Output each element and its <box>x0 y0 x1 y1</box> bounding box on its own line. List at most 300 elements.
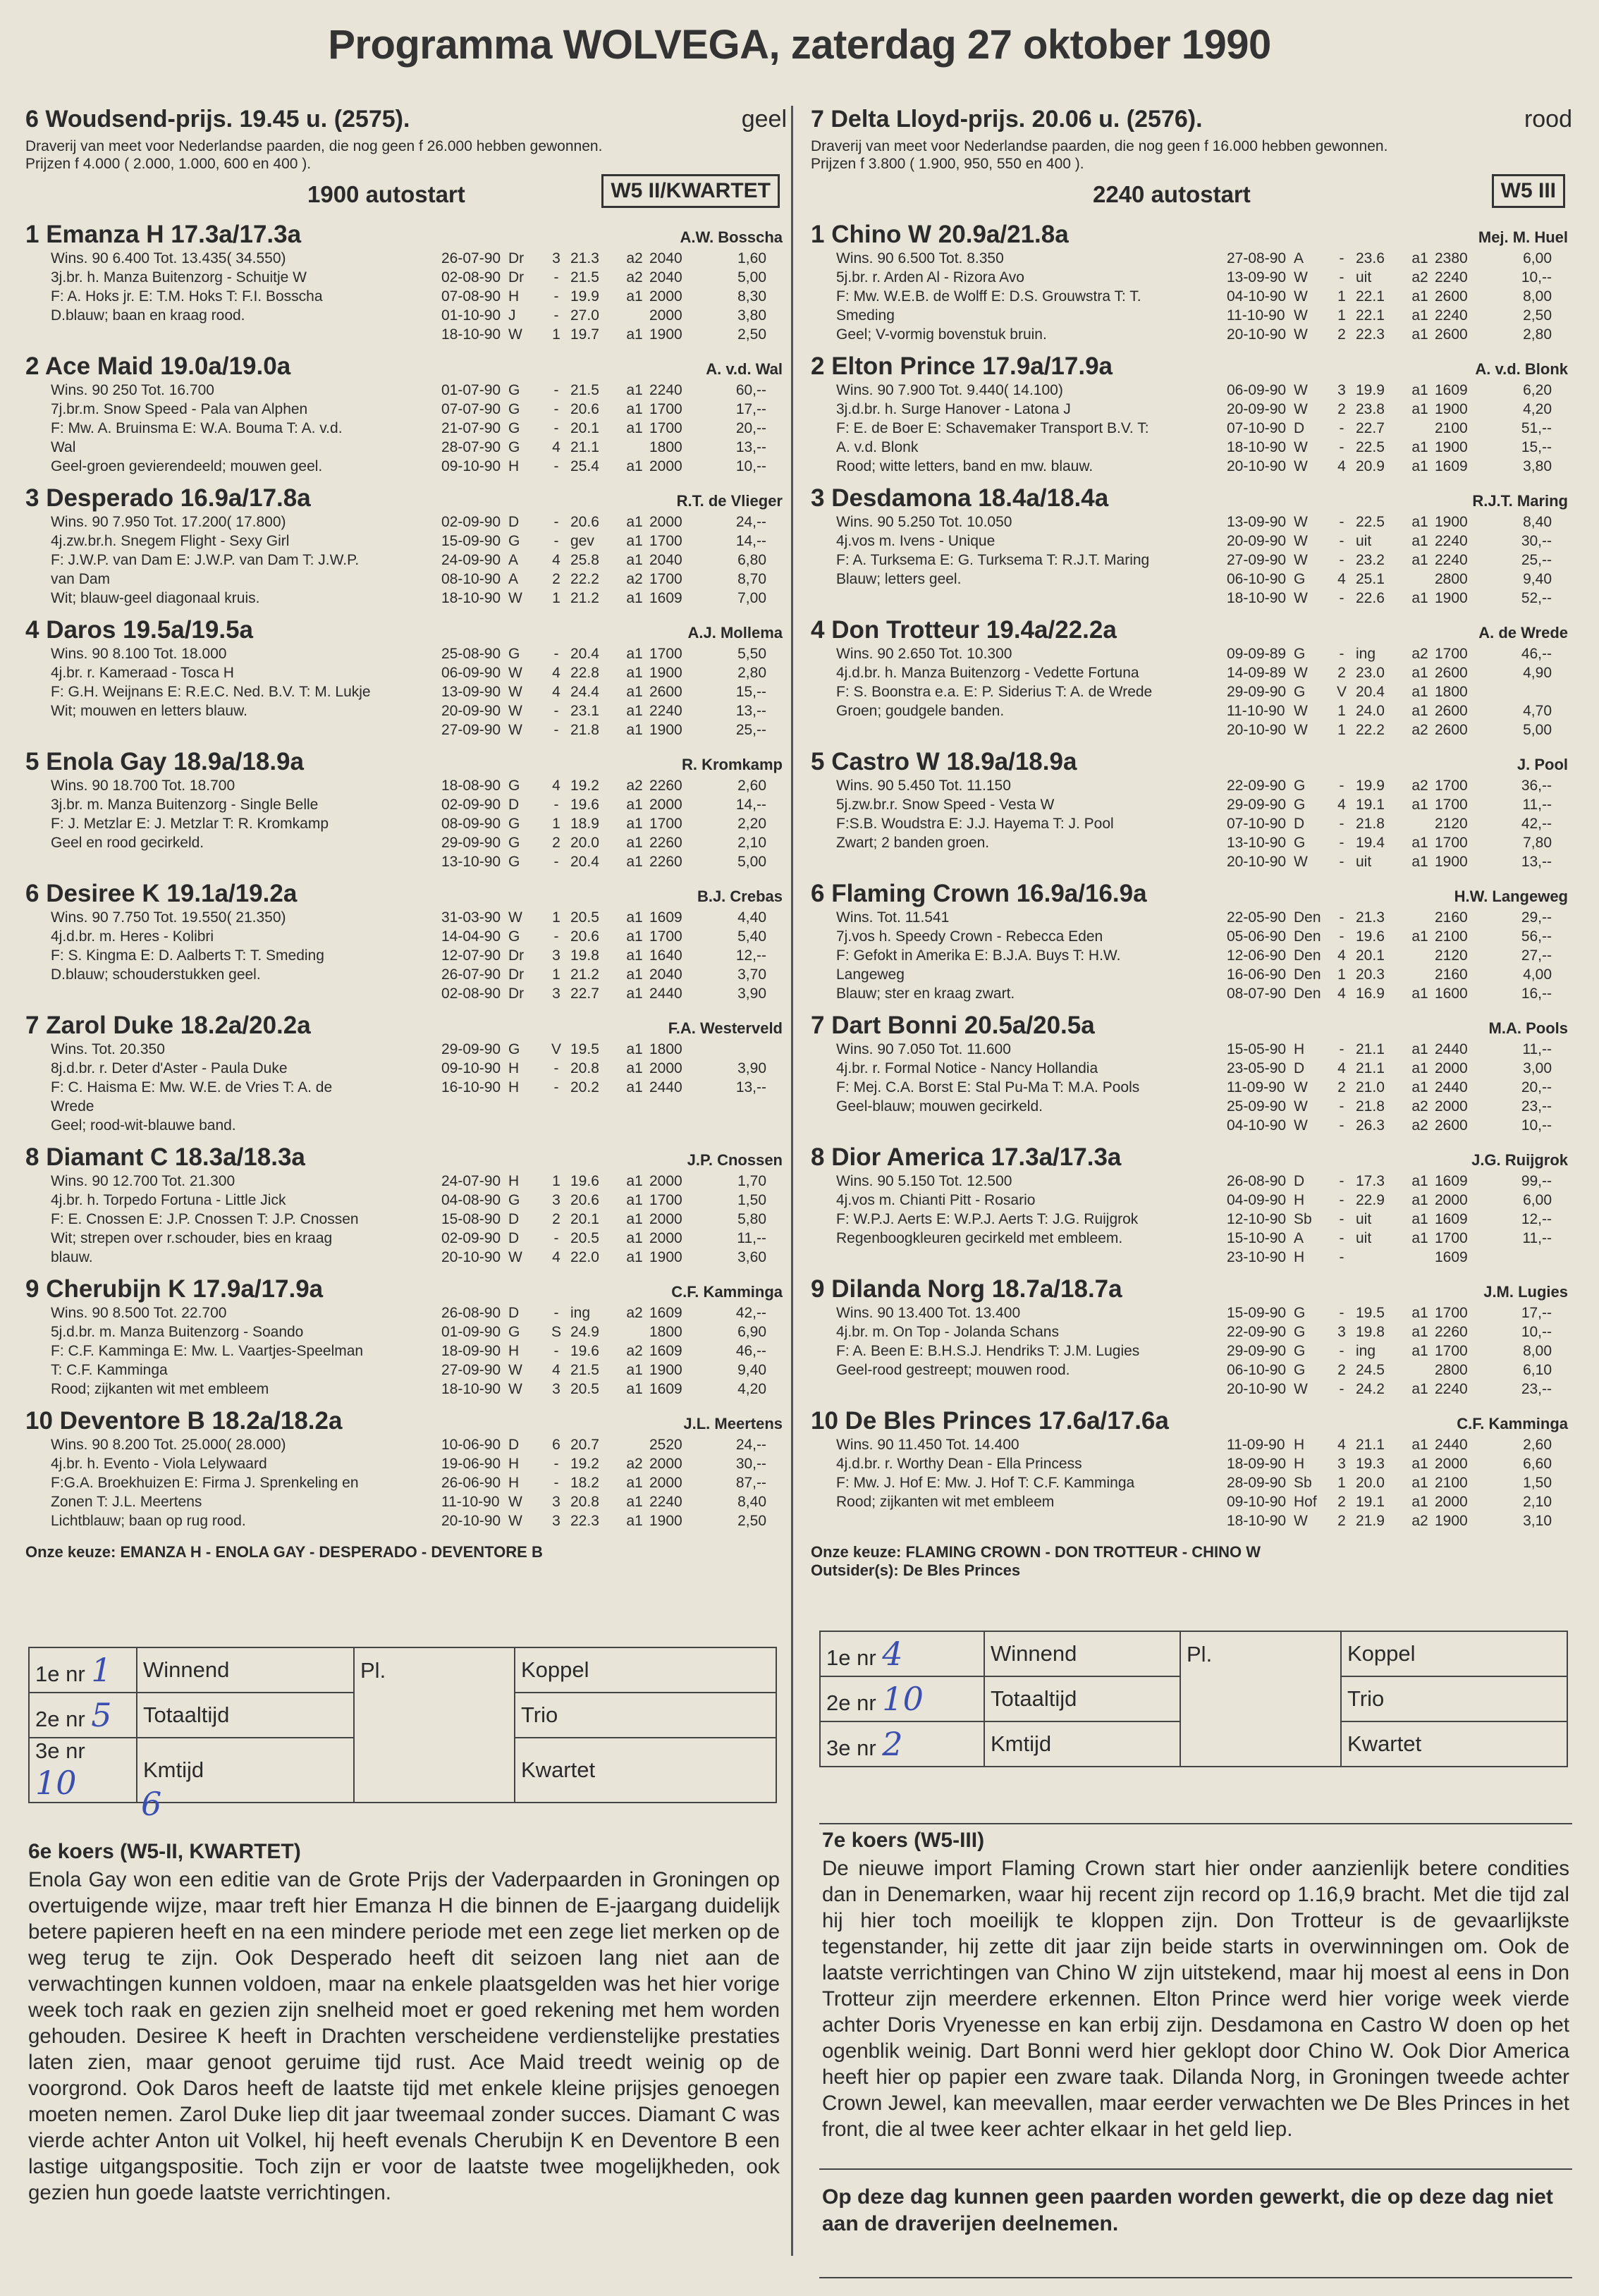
result-start: a1 <box>1411 986 1428 1002</box>
result-place: 1 <box>1337 1475 1346 1491</box>
result-time: 25.8 <box>570 552 599 568</box>
result-time: uit <box>1356 269 1372 286</box>
horse-header <box>811 748 1572 776</box>
result-time: 21.1 <box>1356 1041 1385 1057</box>
result-odds: 13,-- <box>735 1079 766 1095</box>
result-track: D <box>508 1230 520 1246</box>
result-date: 18-09-90 <box>441 1343 501 1359</box>
result-row <box>441 589 780 608</box>
horse-name: 1 Emanza H 17.3a/17.3a <box>25 221 302 248</box>
result-date: 02-09-90 <box>441 514 501 530</box>
horse-info-line: Groen; goudgele banden. <box>836 703 1005 719</box>
horse-entry <box>25 1012 787 1135</box>
result-row-label: 3e nr <box>826 1736 876 1760</box>
result-date: 19-06-90 <box>441 1456 501 1472</box>
horse-info-line: 4j.d.br. h. Manza Buitenzorg - Vedette Fortuna <box>836 665 1139 681</box>
horse-header <box>25 352 787 381</box>
result-start: a1 <box>626 854 643 870</box>
horse-details <box>25 1172 787 1267</box>
result-start <box>1405 1248 1435 1267</box>
result-track: D <box>508 514 520 530</box>
result-odds: 36,-- <box>1521 778 1552 794</box>
result-distance: 2240 <box>1435 552 1468 568</box>
horse-info-line: Geel-rood gestreept; mouwen rood. <box>836 1362 1070 1378</box>
horse-results <box>1227 908 1565 1003</box>
horse-name: 9 Dilanda Norg 18.7a/18.7a <box>811 1275 1122 1303</box>
horse-info <box>811 776 1227 871</box>
result-time: 19.4 <box>1356 835 1385 851</box>
result-place: 1 <box>1337 722 1346 738</box>
horse-entry <box>25 484 787 608</box>
horse-trainer: M.A. Pools <box>1488 1019 1568 1037</box>
result-distance: 2440 <box>649 1079 682 1095</box>
horse-header <box>25 616 787 644</box>
result-place: - <box>553 1456 559 1472</box>
result-distance: 2100 <box>1435 928 1468 945</box>
result-date: 24-09-90 <box>441 552 501 568</box>
result-odds: 6,00 <box>1523 1192 1552 1208</box>
result-start: a1 <box>1411 684 1428 700</box>
horse-entry <box>811 1407 1572 1530</box>
result-time: 19.9 <box>570 288 599 305</box>
result-track: W <box>1294 533 1308 549</box>
result-time: 19.9 <box>1356 382 1385 398</box>
result-odds: 8,00 <box>1523 1343 1552 1359</box>
result-place: - <box>553 1060 559 1076</box>
result-row-label: 1e nr <box>35 1662 85 1686</box>
horse-info-line: Wins. 90 7.050 Tot. 11.600 <box>836 1041 1011 1057</box>
result-place: 1 <box>552 966 560 983</box>
result-track: W <box>1294 854 1308 870</box>
result-time: 17.3 <box>1356 1173 1385 1189</box>
result-track: Den <box>1294 986 1321 1002</box>
result-track: W <box>1294 552 1308 568</box>
result-distance: 2000 <box>1435 1494 1468 1510</box>
result-odds: 3,80 <box>1523 458 1552 474</box>
result-place: - <box>1339 1249 1344 1265</box>
result-start: a1 <box>1411 1041 1428 1057</box>
result-row <box>1227 1248 1565 1267</box>
result-distance: 1700 <box>649 533 682 549</box>
result-odds: 6,20 <box>1523 382 1552 398</box>
result-time: ing <box>570 1305 591 1321</box>
result-time: 20.6 <box>570 514 599 530</box>
result-distance: 1900 <box>1435 854 1468 870</box>
horse-info-line: 8j.d.br. r. Deter d'Aster - Paula Duke <box>51 1060 288 1076</box>
horse-name: 6 Desiree K 19.1a/19.2a <box>25 880 298 907</box>
result-row <box>1227 287 1565 306</box>
result-date: 27-09-90 <box>1227 552 1287 568</box>
result-track: W <box>1294 1513 1308 1529</box>
result-start: a1 <box>626 966 643 983</box>
result-date: 28-07-90 <box>441 439 501 455</box>
result-track: W <box>1294 307 1308 324</box>
result-row <box>1227 908 1565 927</box>
result-time: 25.1 <box>1356 571 1385 587</box>
result-distance: 1609 <box>649 590 682 606</box>
result-distance: 1900 <box>1435 590 1468 606</box>
result-time: uit <box>1356 1230 1372 1246</box>
result-time: 22.7 <box>570 986 599 1002</box>
result-row <box>441 795 780 814</box>
result-start: a1 <box>626 835 643 851</box>
result-place: 2 <box>1337 326 1346 343</box>
result-start: a2 <box>1411 269 1428 286</box>
result-row <box>441 419 780 438</box>
result-row <box>441 268 780 287</box>
result-row <box>441 908 780 927</box>
result-row <box>441 776 780 795</box>
horse-entry <box>25 1143 787 1267</box>
horse-results <box>1227 644 1565 739</box>
result-track: G <box>1294 646 1306 662</box>
horse-details <box>811 512 1572 608</box>
horse-info-line: Langeweg <box>836 966 905 983</box>
result-date: 11-09-90 <box>1227 1079 1285 1095</box>
result-row <box>441 1059 780 1078</box>
horse-name: 8 Diamant C 18.3a/18.3a <box>25 1143 305 1171</box>
result-track: H <box>508 1475 520 1491</box>
race-color: geel <box>741 106 787 133</box>
result-odds: 3,10 <box>1523 1513 1552 1529</box>
result-time: 20.6 <box>570 1192 599 1208</box>
race-color: rood <box>1524 106 1572 133</box>
result-start: a2 <box>626 1456 643 1472</box>
result-row <box>1227 1342 1565 1361</box>
result-distance: 1609 <box>1435 1173 1468 1189</box>
handwritten-number: 2 <box>882 1725 903 1763</box>
horse-info <box>25 1040 441 1135</box>
divider <box>819 2168 1572 2170</box>
result-start: a1 <box>1411 1230 1428 1246</box>
result-row-label: 2e nr <box>35 1707 85 1731</box>
horse-entry <box>811 880 1572 1003</box>
result-kwartet: Kwartet <box>515 1738 776 1803</box>
result-start: a1 <box>1411 1324 1428 1340</box>
result-start: a1 <box>1411 1437 1428 1453</box>
horse-info-line: Wins. 90 7.900 Tot. 9.440( 14.100) <box>836 382 1063 398</box>
result-time: 20.6 <box>570 928 599 945</box>
result-start: a1 <box>1411 1211 1428 1227</box>
result-distance: 2440 <box>1435 1437 1468 1453</box>
horse-info-line: F: Mw. W.E.B. de Wolff E: D.S. Grouwstra T: T. <box>836 288 1141 305</box>
horse-name: 2 Ace Maid 19.0a/19.0a <box>25 352 291 380</box>
result-track: G <box>1294 1324 1306 1340</box>
horse-info <box>25 249 441 344</box>
result-row <box>1227 946 1565 965</box>
horse-results <box>1227 1435 1565 1530</box>
result-date: 26-06-90 <box>441 1475 501 1491</box>
horse-info <box>811 1040 1227 1135</box>
result-row <box>1227 1361 1565 1380</box>
horse-trainer: H.W. Langeweg <box>1454 888 1568 905</box>
result-date: 18-10-90 <box>441 326 501 343</box>
result-start: a1 <box>626 722 643 738</box>
result-row <box>441 814 780 833</box>
result-distance: 1609 <box>649 1343 682 1359</box>
result-track: G <box>1294 1362 1306 1378</box>
result-row <box>441 1435 780 1454</box>
result-place: 3 <box>552 1381 560 1397</box>
result-place: 4 <box>552 684 560 700</box>
result-place: 3 <box>1337 1456 1346 1472</box>
result-track: H <box>508 1456 520 1472</box>
horse-info-line: F: E. de Boer E: Schavemaker Transport B.V. T: <box>836 420 1149 436</box>
result-start: a2 <box>626 571 643 587</box>
result-row <box>1227 1322 1565 1342</box>
result-distance: 2100 <box>1435 420 1468 436</box>
result-date: 22-05-90 <box>1227 909 1287 926</box>
result-start: a1 <box>1411 1305 1428 1321</box>
result-date: 14-04-90 <box>441 928 501 945</box>
result-track: W <box>1294 703 1308 719</box>
result-date: 05-06-90 <box>1227 928 1287 945</box>
result-time: 21.0 <box>1356 1079 1385 1095</box>
bet-type-box: W5 II/KWARTET <box>601 174 780 208</box>
horse-info <box>811 1172 1227 1267</box>
result-distance: 2800 <box>1435 1362 1468 1378</box>
result-place: 4 <box>1337 1437 1346 1453</box>
result-time: 21.2 <box>570 590 599 606</box>
result-odds: 11,-- <box>737 1230 766 1246</box>
result-place: - <box>1339 269 1344 286</box>
result-row <box>441 1511 780 1530</box>
result-koppel: Koppel <box>1341 1631 1567 1676</box>
result-odds: 25,-- <box>735 722 766 738</box>
result-row-label: 3e nr <box>35 1738 85 1763</box>
result-distance: 2600 <box>1435 703 1468 719</box>
result-place: 3 <box>552 250 560 266</box>
result-track: Sb <box>1294 1475 1312 1491</box>
horse-info-line: van Dam <box>51 571 111 587</box>
horse-entry <box>25 616 787 739</box>
koers-title-race-6: 6e koers (W5-II, KWARTET) <box>28 1840 301 1863</box>
result-track: H <box>508 288 520 305</box>
result-track: W <box>508 703 522 719</box>
result-date: 23-10-90 <box>1227 1249 1287 1265</box>
result-time: 22.2 <box>570 571 599 587</box>
horse-info <box>811 908 1227 1003</box>
result-track: G <box>508 1192 520 1208</box>
result-start: a1 <box>626 1230 643 1246</box>
result-distance: 2240 <box>649 382 682 398</box>
result-row <box>441 1342 780 1361</box>
result-place: - <box>553 1343 559 1359</box>
result-time: 25.4 <box>570 458 599 474</box>
result-track: G <box>508 835 520 851</box>
result-odds: 2,10 <box>737 835 766 851</box>
horse-header <box>811 1275 1572 1303</box>
result-track: W <box>508 1494 522 1510</box>
horse-details <box>25 644 787 739</box>
result-track: G <box>1294 1343 1306 1359</box>
result-track: A <box>1294 1230 1304 1246</box>
result-odds: 1,60 <box>737 250 766 266</box>
result-place: - <box>1339 1343 1344 1359</box>
horse-details <box>25 908 787 1003</box>
result-date: 15-08-90 <box>441 1211 501 1227</box>
result-time: 19.6 <box>1356 928 1385 945</box>
result-place: - <box>553 307 559 324</box>
result-row <box>1227 589 1565 608</box>
horse-info-line: Wit; strepen over r.schouder, bies en kraag <box>51 1230 333 1246</box>
result-row <box>1227 457 1565 476</box>
result-date: 29-09-90 <box>1227 1343 1287 1359</box>
result-odds: 56,-- <box>1521 928 1552 945</box>
result-odds: 52,-- <box>1521 590 1552 606</box>
result-date: 12-06-90 <box>1227 947 1287 964</box>
result-start: a1 <box>626 909 643 926</box>
result-distance: 1700 <box>1435 778 1468 794</box>
result-time: 24.9 <box>570 1324 599 1340</box>
result-odds: 30,-- <box>735 1456 766 1472</box>
horse-details <box>25 381 787 476</box>
result-odds: 5,50 <box>737 646 766 662</box>
page-title: Programma WOLVEGA, zaterdag 27 oktober 1990 <box>328 22 1271 68</box>
result-odds: 4,20 <box>1523 401 1552 417</box>
result-place: - <box>553 420 559 436</box>
result-row <box>441 720 780 739</box>
race-conditions: Draverij van meet voor Nederlandse paarden, die nog geen f 16.000 hebben gewonnen. <box>811 138 1388 154</box>
result-date: 18-10-90 <box>1227 1513 1287 1529</box>
race-description <box>25 137 787 173</box>
result-row <box>1227 1435 1565 1454</box>
horse-header <box>25 748 787 776</box>
result-place: 2 <box>1337 665 1346 681</box>
result-start: a1 <box>1411 1456 1428 1472</box>
result-start: a2 <box>1411 1098 1428 1115</box>
result-row <box>441 512 780 532</box>
result-date: 26-07-90 <box>441 250 501 266</box>
horse-header <box>811 616 1572 644</box>
result-distance: 2040 <box>649 966 682 983</box>
result-place: - <box>1339 1041 1344 1057</box>
result-track: G <box>508 778 520 794</box>
result-place: 2 <box>552 1211 560 1227</box>
result-distance: 2000 <box>1435 1098 1468 1115</box>
result-start: a2 <box>1411 1117 1428 1134</box>
result-distance: 2240 <box>1435 307 1468 324</box>
result-place: 2 <box>1337 1079 1346 1095</box>
horse-header <box>25 1407 787 1435</box>
horse-entry <box>25 1407 787 1530</box>
result-time: 20.4 <box>570 854 599 870</box>
horse-info-line: F: S. Boonstra e.a. E: P. Siderius T: A. de Wrede <box>836 684 1153 700</box>
result-place: 2 <box>552 835 560 851</box>
horse-name: 1 Chino W 20.9a/21.8a <box>811 221 1069 248</box>
result-time: 21.5 <box>570 1362 599 1378</box>
horse-entry <box>811 484 1572 608</box>
horse-entry <box>25 1275 787 1399</box>
result-start: a1 <box>626 552 643 568</box>
horse-info-line: Wins. 90 5.150 Tot. 12.500 <box>836 1173 1012 1189</box>
our-choice: Onze keuze: FLAMING CROWN - DON TROTTEUR - CHINO W <box>811 1543 1261 1561</box>
result-time: 20.6 <box>570 401 599 417</box>
result-distance: 2000 <box>649 1475 682 1491</box>
result-place: - <box>1339 928 1344 945</box>
result-odds: 5,00 <box>1523 722 1552 738</box>
result-start: a1 <box>626 684 643 700</box>
result-time: 22.3 <box>1356 326 1385 343</box>
result-distance: 1900 <box>649 326 682 343</box>
horse-info-line: 4j.br. r. Kameraad - Tosca H <box>51 665 234 681</box>
result-start: a1 <box>626 514 643 530</box>
result-start: a1 <box>626 590 643 606</box>
result-track: W <box>508 909 522 926</box>
result-track: W <box>508 722 522 738</box>
horse-name: 7 Zarol Duke 18.2a/20.2a <box>25 1012 311 1039</box>
result-track: G <box>1294 1305 1306 1321</box>
result-odds: 6,90 <box>737 1324 766 1340</box>
result-row <box>1227 1511 1565 1530</box>
result-place: 3 <box>1337 1324 1346 1340</box>
result-start <box>620 1322 649 1342</box>
horse-name: 2 Elton Prince 17.9a/17.9a <box>811 352 1113 380</box>
result-distance: 1900 <box>649 1249 682 1265</box>
result-date: 13-10-90 <box>1227 835 1287 851</box>
result-track: G <box>1294 778 1306 794</box>
result-distance: 2040 <box>649 552 682 568</box>
result-start <box>1405 1361 1435 1380</box>
result-row <box>1227 1210 1565 1229</box>
result-time: 20.0 <box>1356 1475 1385 1491</box>
result-start: a1 <box>1411 835 1428 851</box>
result-distance: 2000 <box>649 288 682 305</box>
horse-name: 4 Daros 19.5a/19.5a <box>25 616 254 644</box>
horse-info <box>25 1303 441 1399</box>
result-track: W <box>1294 1079 1308 1095</box>
horse-name: 3 Desdamona 18.4a/18.4a <box>811 484 1109 512</box>
result-distance: 1700 <box>1435 1305 1468 1321</box>
result-start: a1 <box>626 1381 643 1397</box>
result-odds: 16,-- <box>1521 986 1552 1002</box>
result-start: a1 <box>1411 401 1428 417</box>
result-row <box>441 438 780 457</box>
result-row <box>441 1172 780 1191</box>
result-track: H <box>1294 1192 1305 1208</box>
result-place: 4 <box>552 778 560 794</box>
horse-info <box>25 1435 441 1530</box>
result-distance: 2000 <box>1435 1060 1468 1076</box>
handwritten-number: 5 <box>91 1696 112 1734</box>
result-track: W <box>508 684 522 700</box>
result-row <box>1227 400 1565 419</box>
race-title: 7 Delta Lloyd-prijs. 20.06 u. (2576). <box>811 106 1203 133</box>
result-row <box>441 400 780 419</box>
result-start: a1 <box>626 1513 643 1529</box>
result-time: 20.7 <box>570 1437 599 1453</box>
result-time: 22.6 <box>1356 590 1385 606</box>
result-start: a1 <box>626 928 643 945</box>
result-odds: 15,-- <box>1521 439 1552 455</box>
result-date: 11-10-90 <box>1227 703 1285 719</box>
result-time: 20.8 <box>570 1060 599 1076</box>
result-row <box>1227 512 1565 532</box>
result-start: a1 <box>626 1211 643 1227</box>
result-track: Hof <box>1294 1494 1317 1510</box>
result-row <box>441 1473 780 1492</box>
result-date: 21-07-90 <box>441 420 501 436</box>
result-distance: 2160 <box>1435 909 1468 926</box>
horse-info-line: F: A. Turksema E: G. Turksema T: R.J.T. Maring <box>836 552 1150 568</box>
result-distance: 1700 <box>649 401 682 417</box>
result-place: - <box>1339 1173 1344 1189</box>
horse-info-line: Wal <box>51 439 76 455</box>
result-track: W <box>1294 401 1308 417</box>
result-odds: 1,70 <box>737 1173 766 1189</box>
result-odds: 9,40 <box>737 1362 766 1378</box>
result-date: 18-08-90 <box>441 778 501 794</box>
